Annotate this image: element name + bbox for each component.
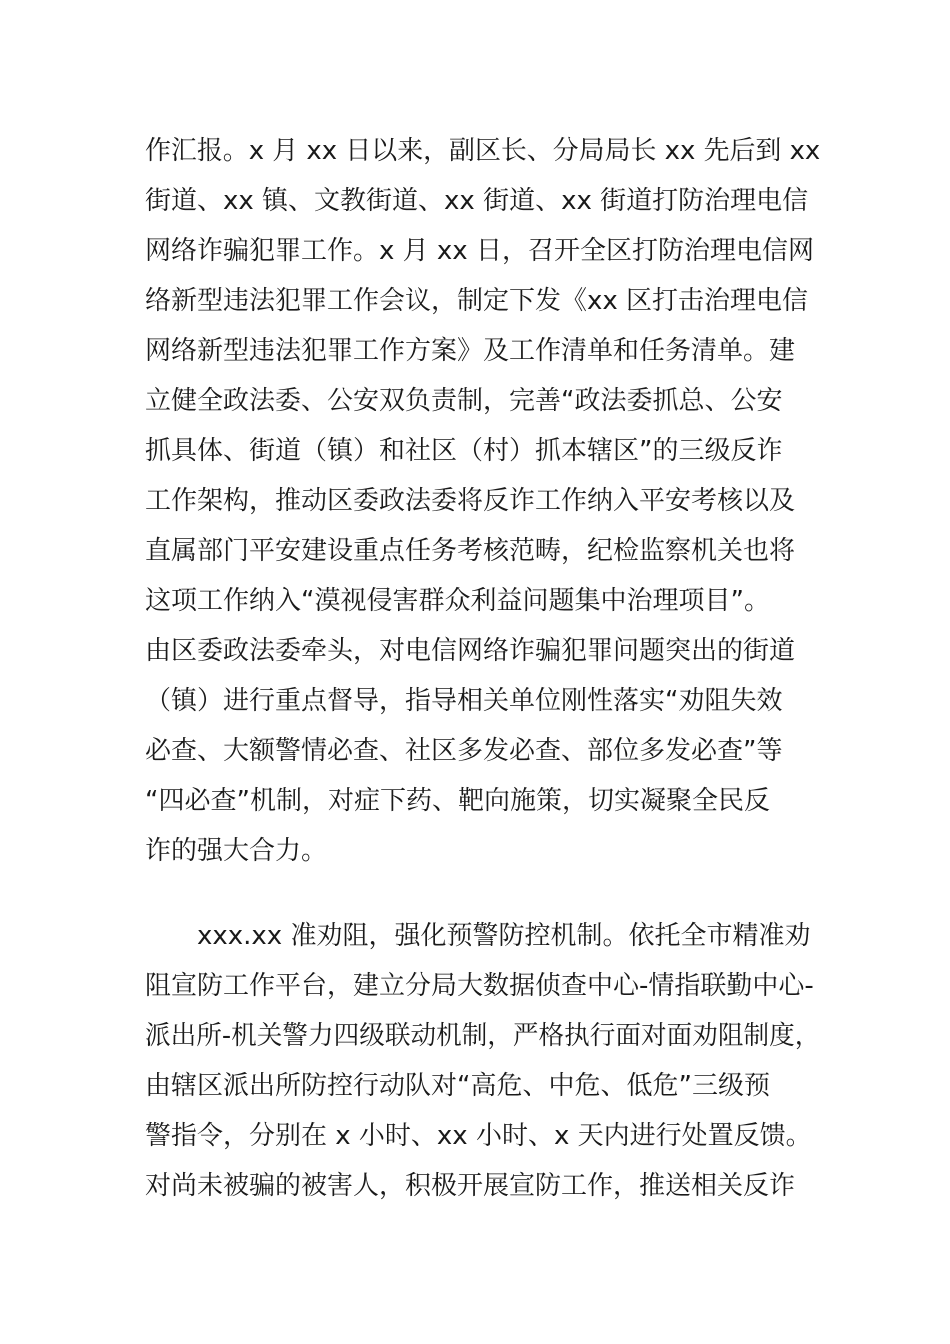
text-line: 立健全政法委、公安双负责制，完善“政法委抓总、公安: [145, 386, 783, 416]
text-line: 作汇报。x 月 xx 日以来，副区长、分局局长 xx 先后到 xx: [145, 136, 821, 166]
text-line: 对尚未被骗的被害人，积极开展宣防工作，推送相关反诈: [145, 1171, 796, 1201]
text-line: 网络新型违法犯罪工作方案》及工作清单和任务清单。建: [145, 336, 796, 366]
text-line: 络新型违法犯罪工作会议，制定下发《xx 区打击治理电信: [145, 286, 809, 316]
text-line: 直属部门平安建设重点任务考核范畴，纪检监察机关也将: [145, 536, 796, 566]
text-line: （镇）进行重点督导，指导相关单位刚性落实“劝阻失效: [145, 686, 783, 716]
text-line: 必查、大额警情必查、社区多发必查、部位多发必查”等: [145, 736, 783, 766]
text-line: 抓具体、街道（镇）和社区（村）抓本辖区”的三级反诈: [145, 436, 783, 466]
text-line: 由辖区派出所防控行动队对“高危、中危、低危”三级预: [145, 1071, 770, 1101]
text-line: 由区委政法委牵头，对电信网络诈骗犯罪问题突出的街道: [145, 636, 796, 666]
text-line: 这项工作纳入“漠视侵害群众利益问题集中治理项目”。: [145, 586, 770, 616]
text-line: 街道、xx 镇、文教街道、xx 街道、xx 街道打防治理电信: [145, 186, 809, 216]
text-line: 派出所-机关警力四级联动机制，严格执行面对面劝阻制度，: [145, 1021, 821, 1051]
text-line: 工作架构，推动区委政法委将反诈工作纳入平安考核以及: [145, 486, 796, 516]
text-line: 网络诈骗犯罪工作。x 月 xx 日，召开全区打防治理电信网: [145, 236, 814, 266]
text-line: 诈的强大合力。: [145, 836, 328, 866]
text-line: 阻宣防工作平台，建立分局大数据侦查中心-情指联勤中心-: [145, 971, 814, 1001]
text-line: “四必查”机制，对症下药、靶向施策，切实凝聚全民反: [145, 786, 770, 816]
text-line: xxx.xx 准劝阻，强化预警防控机制。依托全市精准劝: [197, 921, 811, 951]
text-line: 警指令，分别在 x 小时、xx 小时、x 天内进行处置反馈。: [145, 1121, 812, 1151]
